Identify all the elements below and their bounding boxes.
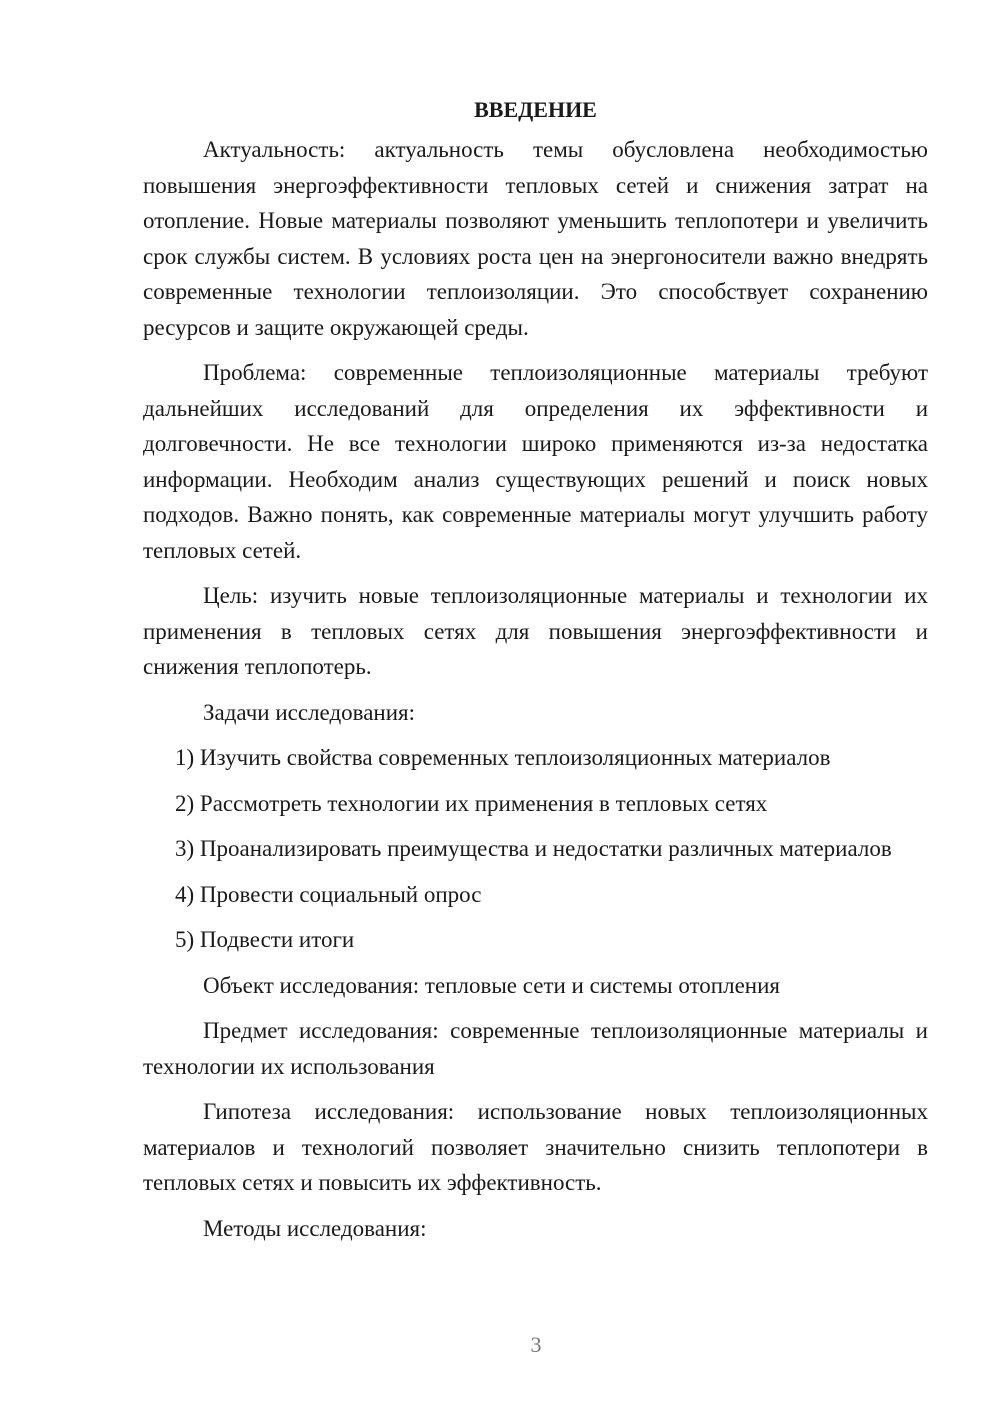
task-item-3: 3) Проанализировать преимущества и недостатки различных материалов <box>175 836 892 861</box>
paragraph-hypothesis: Гипотеза исследования: использование новых теплоизоляционных материалов и технологий позволяет значительно снизить теплопотери в тепловых сетях и повысить их эффективность. <box>143 1099 928 1195</box>
page-number: 3 <box>530 1332 542 1357</box>
paragraph-subject: Предмет исследования: современные теплоизоляционные материалы и технологии их использования <box>143 1018 928 1079</box>
task-item-5: 5) Подвести итоги <box>175 927 355 952</box>
paragraph-goal: Цель: изучить новые теплоизоляционные материалы и технологии их применения в тепловых сетях для повышения энергоэффективности и снижения теплопотерь. <box>143 583 928 679</box>
section-title: ВВЕДЕНИЕ <box>474 97 597 122</box>
methods-heading: Методы исследования: <box>203 1215 427 1241</box>
paragraph-object: Объект исследования: тепловые сети и системы отопления <box>203 972 780 998</box>
document-page <box>143 92 928 1256</box>
paragraph-relevance: Актуальность: актуальность темы обусловлена необходимостью повышения энергоэффективности тепловых сетей и снижения затрат на отопление. Новые материалы позволяют уменьшить теплопотери и увеличить срок службы систем. В условиях роста цен на энергоносители важно внедрять современные технологии теплоизоляции. Это способствует сохранению ресурсов и защите окружающей среды. <box>143 137 928 340</box>
task-item-4: 4) Провести социальный опрос <box>175 881 482 907</box>
task-item-1: 1) Изучить свойства современных теплоизоляционных материалов <box>175 745 831 770</box>
paragraph-problem: Проблема: современные теплоизоляционные материалы требуют дальнейших исследований для определения их эффективности и долговечности. Не все технологии широко применяются из-за недостатка информации. Необходим анализ существующих решений и поиск новых подходов. Важно понять, как современные материалы могут улучшить работу тепловых сетей. <box>143 360 928 563</box>
task-item-2: 2) Рассмотреть технологии их применения в тепловых сетях <box>175 790 768 816</box>
tasks-heading: Задачи исследования: <box>203 699 416 725</box>
